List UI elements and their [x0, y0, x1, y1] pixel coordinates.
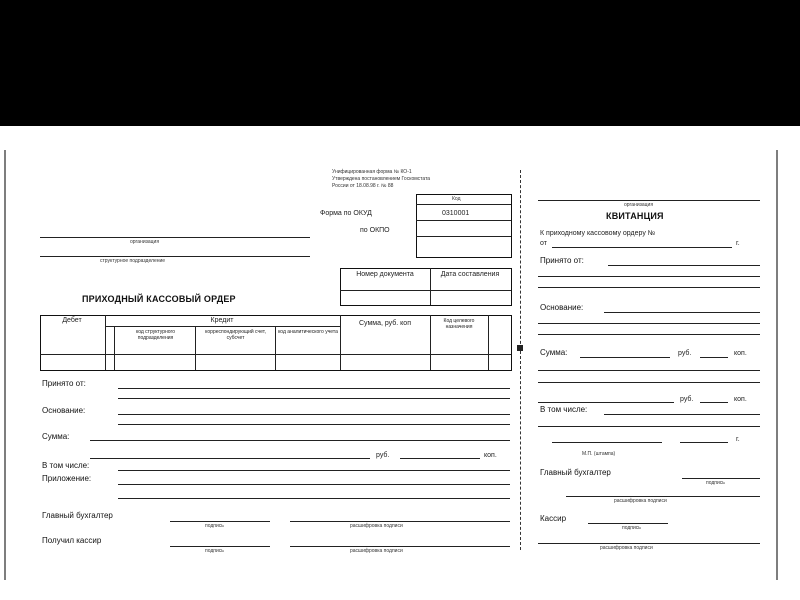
chief-accountant-signature-caption: подпись — [205, 523, 224, 529]
okud-label: Форма по ОКУД — [320, 210, 372, 217]
cashier-signature-caption: подпись — [205, 548, 224, 554]
receipt-chief-signature-caption: подпись — [706, 480, 725, 486]
department-caption: структурное подразделение — [100, 258, 166, 264]
okud-value: 0310001 — [442, 210, 470, 217]
receipt-sum2-rub: руб. — [680, 396, 694, 403]
receipt-cashier-signature-caption: подпись — [622, 525, 641, 531]
receipt-basis-line[interactable] — [604, 312, 760, 313]
slide-title-bar — [0, 0, 800, 126]
receipt-organization-line — [538, 200, 760, 201]
code-label: Код — [452, 196, 461, 202]
including-label: В том числе: — [42, 461, 90, 470]
organization-caption: организация — [130, 239, 160, 245]
form-header-line-1: Унифицированная форма № КО-1 — [332, 169, 412, 175]
receipt-basis-label: Основание: — [540, 303, 584, 312]
receipt-including-line[interactable] — [604, 414, 760, 415]
chief-accountant-label: Главный бухгалтер — [42, 511, 113, 520]
sum-line[interactable] — [90, 440, 510, 441]
doc-date-label: Дата составления — [440, 271, 500, 278]
receipt-sum-rub: руб. — [678, 350, 692, 357]
basis-label: Основание: — [42, 406, 86, 415]
form-header-line-2: Утверждена постановлением Госкомстата — [332, 176, 431, 182]
receipt-cashier-label: Кассир — [540, 514, 567, 523]
receipt-cashier-decode-caption: расшифровка подписи — [600, 545, 653, 551]
received-from-label: Принято от: — [42, 379, 86, 388]
receipt-cashier-signature-line[interactable] — [588, 523, 668, 524]
cut-mark — [517, 345, 523, 351]
credit-subheader-1: код структурного подразделения — [135, 329, 176, 341]
chief-accountant-signature-line[interactable] — [170, 521, 270, 522]
organization-line — [40, 237, 310, 238]
credit-subheader-3: код аналитического учета — [278, 329, 338, 335]
cashier-decode-caption: расшифровка подписи — [350, 548, 403, 554]
cashier-received-label: Получил кассир — [42, 536, 102, 545]
sum-kop-label: коп. — [484, 452, 497, 459]
including-line[interactable] — [118, 470, 510, 471]
receipt-received-from-line[interactable] — [608, 265, 760, 266]
receipt-chief-signature-line[interactable] — [682, 478, 760, 479]
receipt-sum2-kop: коп. — [734, 396, 747, 403]
credit-subheader-2: корреспондирующий счет, субсчет — [205, 329, 266, 341]
okpo-label: по ОКПО — [360, 227, 390, 234]
received-from-line[interactable] — [118, 388, 510, 389]
receipt-chief-decode-caption: расшифровка подписи — [614, 498, 667, 504]
receipt-sum-line[interactable] — [580, 357, 670, 358]
purpose-code-header: Код целевого назначения — [443, 318, 475, 330]
receipt-year-label: г. — [736, 240, 740, 247]
receipt-title: КВИТАНЦИЯ — [606, 211, 664, 221]
form-header-line-3: России от 18.08.98 г. № 88 — [332, 183, 394, 189]
attachment-label: Приложение: — [42, 474, 92, 483]
sum-rub-label: руб. — [376, 452, 390, 459]
basis-line[interactable] — [118, 414, 510, 415]
tear-off-line — [520, 170, 521, 550]
department-line — [40, 256, 310, 257]
receipt-order-ref: К приходному кассовому ордеру № — [540, 230, 656, 237]
attachment-line[interactable] — [118, 484, 510, 485]
cashier-signature-line[interactable] — [170, 546, 270, 547]
receipt-organization-caption: организация — [624, 202, 654, 208]
receipt-date-year: г. — [736, 436, 740, 443]
credit-header: Кредит — [210, 317, 234, 324]
receipt-sum-kop: коп. — [734, 350, 747, 357]
receipt-sum-label: Сумма: — [540, 348, 568, 357]
order-title: ПРИХОДНЫЙ КАССОВЫЙ ОРДЕР — [82, 294, 236, 304]
receipt-stamp: М.П. (штампа) — [582, 451, 616, 457]
receipt-chief-accountant-label: Главный бухгалтер — [540, 468, 611, 477]
chief-accountant-decode-caption: расшифровка подписи — [350, 523, 403, 529]
receipt-including-label: В том числе: — [540, 405, 588, 414]
doc-number-label: Номер документа — [356, 271, 414, 278]
debit-header: Дебет — [62, 317, 82, 324]
receipt-from-label: от — [540, 240, 547, 247]
receipt-received-from-label: Принято от: — [540, 256, 584, 265]
sum-label: Сумма: — [42, 432, 70, 441]
amount-header: Сумма, руб. коп — [358, 320, 411, 327]
